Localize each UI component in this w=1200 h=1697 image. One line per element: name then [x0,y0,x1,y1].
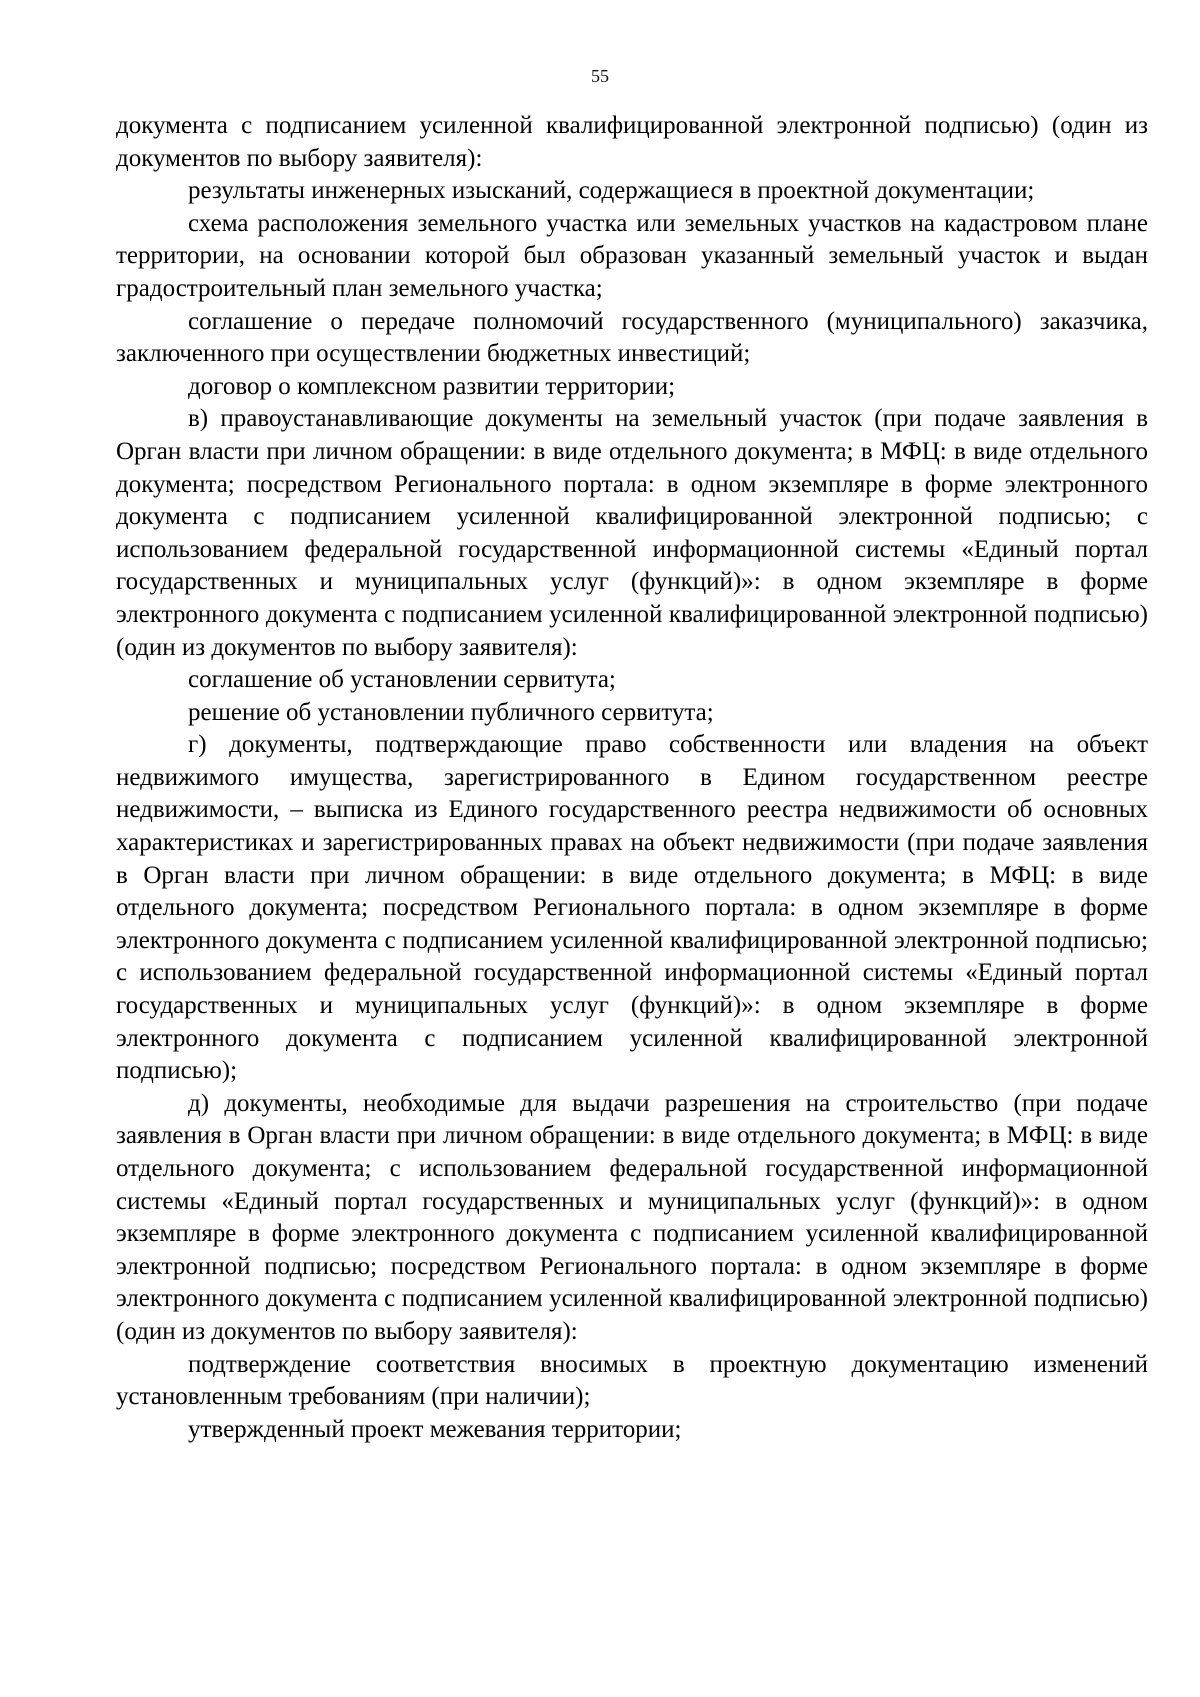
paragraph-powers-transfer-agreement: соглашение о передаче полномочий государственного (муниципального) заказчика, заключенного при осуществлении бюджетных инвестиций; [116,307,1148,368]
paragraph-engineering-surveys: результаты инженерных изысканий, содержащиеся в проектной документации; [188,177,1035,205]
paragraph-approved-survey-project: утвержденный проект межевания территории; [188,1415,682,1443]
paragraph-servitude-agreement: соглашение об установлении сервитута; [188,666,616,694]
paragraph-compliance-confirmation: подтверждение соответствия вносимых в проектную документацию изменений установленным требованиям (при наличии); [116,1350,1148,1411]
paragraph-continuation: документа с подписанием усиленной квалифицированной электронной подписью) (один из документов по выбору заявителя): [116,112,1148,172]
paragraph-land-plot-scheme: схема расположения земельного участка или земельных участков на кадастровом плане территории, на основании которой был образован указанный земельный участок и выдан градостроительный план земельного участка; [116,209,1148,302]
paragraph-item-d: д) документы, необходимые для выдачи разрешения на строительство (при подаче заявления в Орган власти при личном обращении: в виде отдельного документа; в МФЦ: в виде отдельного документа; с использованием федеральной государственной информационной системы «Единый портал государственных и муниципальных услуг (функций)»: в одном экземпляре в форме электронного документа с подписанием усиленной квалифицированной электронной подписью; посредством Регионального портала: в одном экземпляре в форме электронного документа с подписанием усиленной квалифицированной электронной подписью) (один из документов по выбору заявителя): [116,1089,1148,1345]
paragraph-public-servitude-decision: решение об установлении публичного сервитута; [188,698,714,726]
page-number: 55 [591,66,609,86]
document-body [116,110,1148,1446]
paragraph-item-v: в) правоустанавливающие документы на земельный участок (при подаче заявления в Орган власти при личном обращении: в виде отдельного документа; в МФЦ: в виде отдельного документа; посредством Регионального портала: в одном экземпляре в форме электронного документа с подписанием усиленной квалифицированной электронной подписью; с использованием федеральной государственной информационной системы «Единый портал государственных и муниципальных услуг (функций)»: в одном экземпляре в форме электронного документа с подписанием усиленной квалифицированной электронной подписью) (один из документов по выбору заявителя): [116,405,1148,661]
paragraph-territory-development-contract: договор о комплексном развитии территории; [188,372,676,400]
paragraph-item-g: г) документы, подтверждающие право собственности или владения на объект недвижимого имущества, зарегистрированного в Едином государственном реестре недвижимости, – выписка из Единого государственного реестра недвижимости об основных характеристиках и зарегистрированных правах на объект недвижимости (при подаче заявления в Орган власти при личном обращении: в виде отдельного документа; в МФЦ: в виде отдельного документа; посредством Регионального портала: в одном экземпляре в форме электронного документа с подписанием усиленной квалифицированной электронной подписью; с использованием федеральной государственной информационной системы «Единый портал государственных и муниципальных услуг (функций)»: в одном экземпляре в форме электронного документа с подписанием усиленной квалифицированной электронной подписью); [116,731,1148,1085]
